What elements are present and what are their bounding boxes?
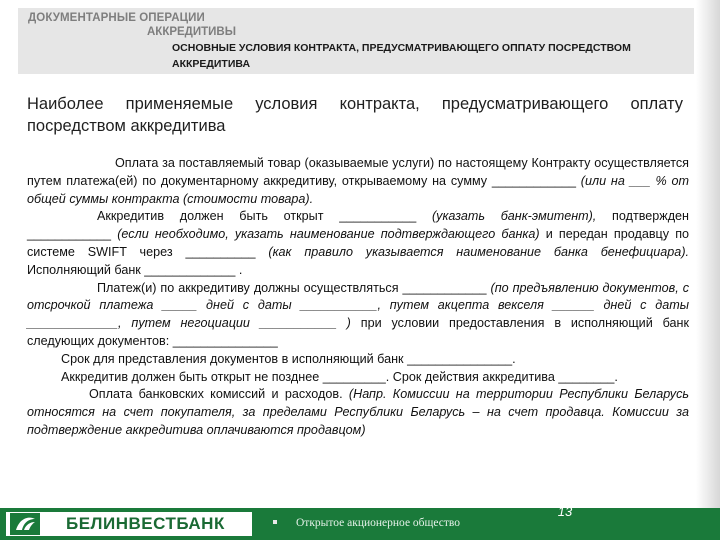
bank-name: БЕЛИНВЕСТБАНК <box>66 514 225 533</box>
main-heading: Наиболее применяемые условия контракта, предусматривающего оплату посредством аккредитива <box>27 95 683 135</box>
right-decorative-strip <box>696 0 720 510</box>
subsection-title: АККРЕДИТИВЫ <box>147 26 236 38</box>
opening-text: Аккредитив должен быть открыт ___________ <box>97 209 417 224</box>
confirmed-text: подтвержден ____________ <box>27 209 689 242</box>
belinvestbank-logo-icon <box>10 513 40 535</box>
opening-paragraph <box>27 208 689 279</box>
beneficiary-bank-note: (как правило указывается наименование банка бенефициара). <box>268 244 690 259</box>
slide-title: ОСНОВНЫЕ УСЛОВИЯ КОНТРАКТА, ПРЕДУСМАТРИВАЮЩЕГО ОППАТУ ПОСРЕДСТВОМ АККРЕДИТИВА <box>172 42 631 70</box>
contract-terms-text <box>27 155 689 440</box>
footer-separator-dot <box>273 520 277 524</box>
confirming-bank-note: (если необходимо, указать наименование подтверждающего банка) <box>117 227 540 242</box>
validity-paragraph: Аккредитив должен быть открыт не позднее _________. Срок действия аккредитива ________. <box>61 369 618 384</box>
swift-text: и передан продавцу по системе SWIFT через __________ <box>27 227 690 259</box>
page-number: 13 <box>557 504 573 519</box>
commissions-paragraph <box>27 386 689 439</box>
documents-text: при условии предоставления в исполняющий банк следующих документов: _______________ <box>27 316 689 348</box>
payment-options-note: (по предъявлению документов, с отсрочкой платежа _____ дней с даты ___________, путем акцепта векселя ______ дней с даты _____________, путем негоциации ___________ ) <box>27 280 689 331</box>
commissions-note: (Напр. Комиссии на территории Республики Беларусь относятся на счет покупателя, за пределами Республики Беларусь – на счет продавца. Комиссии за подтверждение аккредитива оплачиваются продавцом) <box>27 387 690 437</box>
presentation-period-paragraph: Срок для представления документов в исполняющий банк _______________. <box>61 351 516 366</box>
payment-terms-paragraph <box>27 280 689 351</box>
executing-bank-text: Исполняющий банк _____________ . <box>27 262 243 277</box>
section-title: ДОКУМЕНТАРНЫЕ ОПЕРАЦИИ <box>28 12 205 24</box>
payment-text: Оплата за поставляемый товар (оказываемые услуги) по настоящему Контракту осуществляется путем платежа(ей) по документарному аккредитиву, открываемому на сумму ____________ <box>27 156 689 188</box>
payment-terms-text: Платеж(и) по аккредитиву должны осуществляться ____________ <box>97 280 487 295</box>
bank-subtitle: Открытое акционерное общество <box>296 517 460 529</box>
payment-paragraph <box>27 155 689 208</box>
commissions-text: Оплата банковских комиссий и расходов. <box>89 387 343 402</box>
payment-note: (или на ___ % от общей суммы контракта (стоимости товара). <box>27 173 690 206</box>
issuing-bank-note: (указать банк-эмитент), <box>431 209 597 224</box>
